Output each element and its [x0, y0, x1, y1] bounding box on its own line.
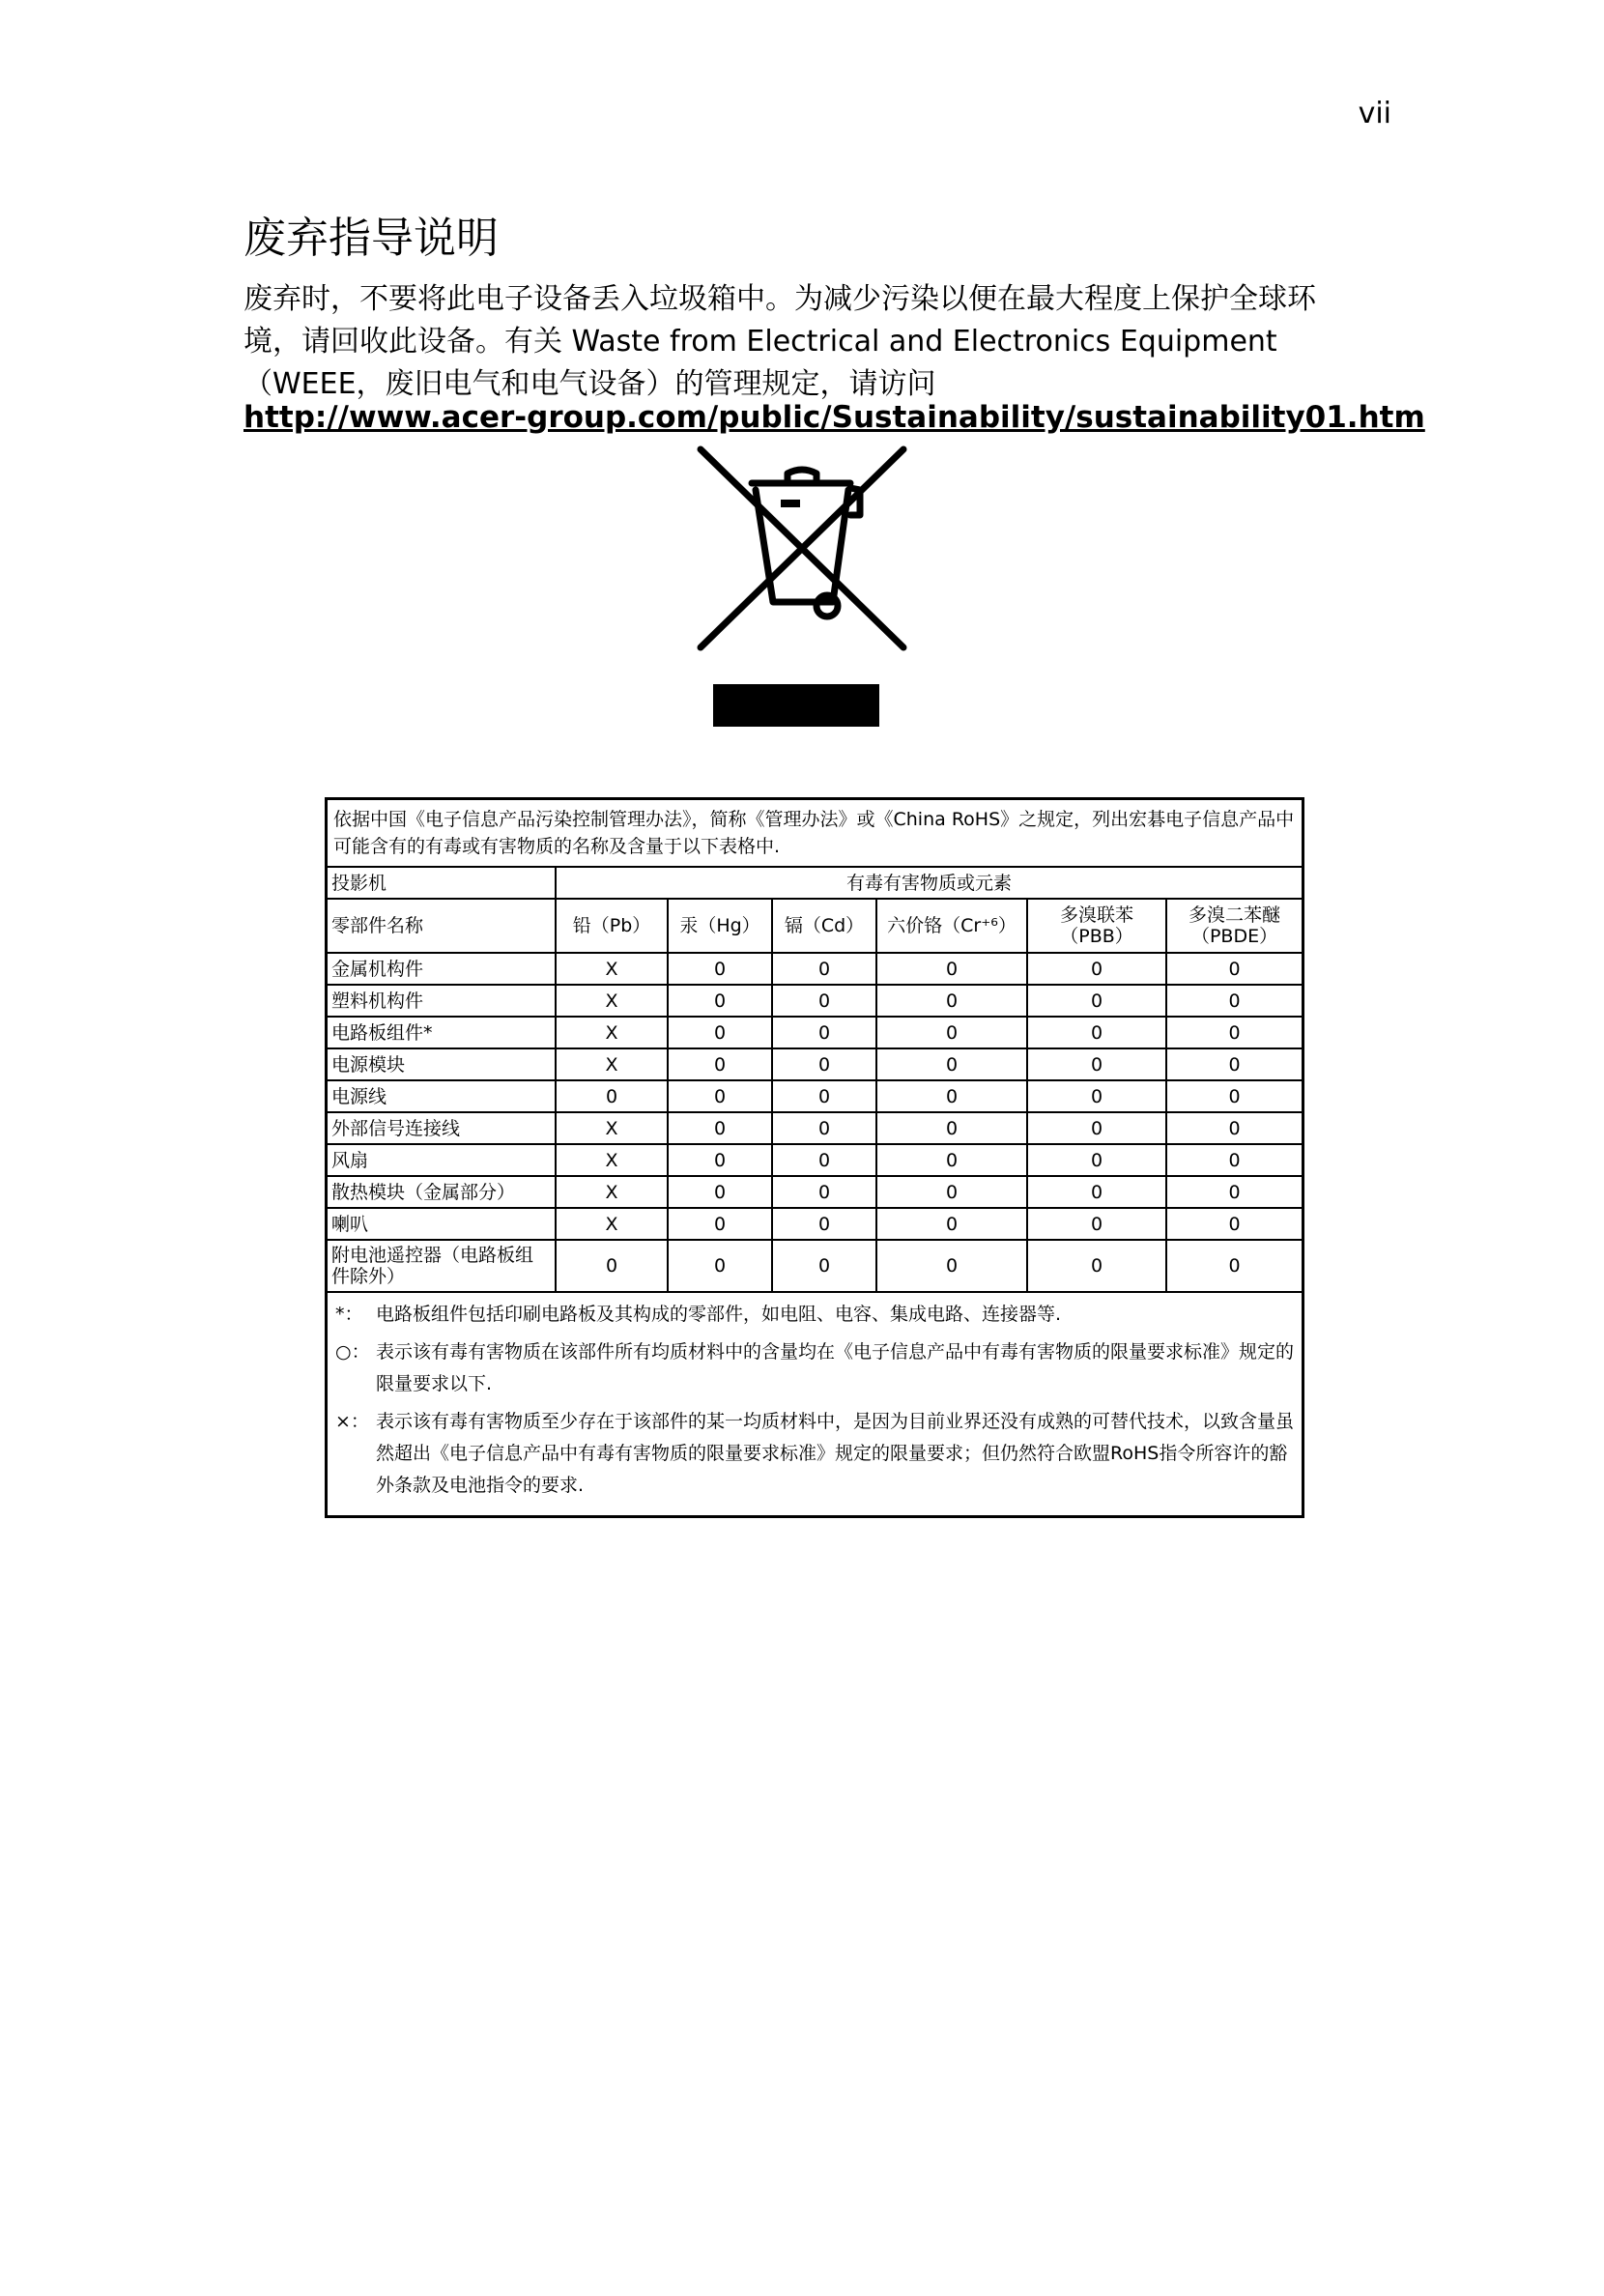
note	[335, 1299, 1294, 1331]
table-row	[328, 1112, 1302, 1144]
note	[335, 1336, 1294, 1400]
page-title: 废弃指导说明	[243, 214, 499, 263]
part-name-cell: 喇叭	[328, 1208, 556, 1240]
note-mark: *：	[335, 1304, 363, 1325]
table-row	[328, 1017, 1302, 1048]
value-cell: 0	[668, 1144, 772, 1176]
note-mark: ○：	[335, 1341, 370, 1363]
value-cell: X	[556, 1208, 668, 1240]
part-name-cell: 散热模块（金属部分）	[328, 1176, 556, 1208]
value-cell: 0	[1166, 1017, 1302, 1048]
note	[335, 1406, 1294, 1502]
part-name-cell: 金属机构件	[328, 953, 556, 985]
intro-line: 境，请回收此设备。有关 Waste from Electrical and Electronics Equipment	[243, 325, 1277, 359]
note-text: 表示该有毒有害物质在该部件所有均质材料中的含量均在《电子信息产品中有毒有害物质的限量要求标准》规定的限量要求以下.	[376, 1341, 1295, 1394]
substance-header: 多溴联苯（PBB）	[1027, 899, 1166, 953]
product-cell: 投影机	[328, 867, 556, 899]
table-row	[328, 1144, 1302, 1176]
value-cell: 0	[668, 1017, 772, 1048]
value-cell: X	[556, 1112, 668, 1144]
substance-header: 六价铬（Cr⁺⁶）	[876, 899, 1027, 953]
value-cell: X	[556, 1176, 668, 1208]
value-cell: 0	[1027, 1048, 1166, 1080]
value-cell: 0	[1166, 1176, 1302, 1208]
table-row	[328, 1048, 1302, 1080]
part-name-cell: 电路板组件*	[328, 1017, 556, 1048]
table-row	[328, 1176, 1302, 1208]
part-name-cell: 电源线	[328, 1080, 556, 1112]
part-name-cell: 风扇	[328, 1144, 556, 1176]
value-cell: 0	[668, 985, 772, 1017]
value-cell: 0	[772, 1017, 876, 1048]
value-cell: 0	[1027, 1144, 1166, 1176]
part-name-cell: 电源模块	[328, 1048, 556, 1080]
value-cell: 0	[1027, 1240, 1166, 1292]
value-cell: X	[556, 953, 668, 985]
value-cell: 0	[1166, 1080, 1302, 1112]
value-cell: 0	[1166, 1208, 1302, 1240]
substance-header: 镉（Cd）	[772, 899, 876, 953]
substance-header: 铅（Pb）	[556, 899, 668, 953]
value-cell: 0	[1027, 1080, 1166, 1112]
value-cell: 0	[876, 985, 1027, 1017]
value-cell: 0	[876, 1240, 1027, 1292]
table-row	[328, 953, 1302, 985]
value-cell: 0	[876, 1144, 1027, 1176]
intro-paragraph	[243, 278, 1393, 406]
table-intro-row	[328, 800, 1302, 867]
value-cell: 0	[772, 1080, 876, 1112]
part-name-cell: 外部信号连接线	[328, 1112, 556, 1144]
part-name-cell: 附电池遥控器（电路板组件除外）	[328, 1240, 556, 1292]
value-cell: 0	[876, 1176, 1027, 1208]
weee-link[interactable]: http://www.acer-group.com/public/Sustainability/sustainability01.htm	[243, 400, 1425, 435]
value-cell: 0	[772, 985, 876, 1017]
value-cell: 0	[876, 1112, 1027, 1144]
substance-header: 多溴二苯醚（PBDE）	[1166, 899, 1302, 953]
crossed-out-wheelie-bin-icon	[696, 440, 908, 652]
value-cell: 0	[556, 1240, 668, 1292]
value-cell: 0	[668, 1176, 772, 1208]
value-cell: 0	[668, 1080, 772, 1112]
value-cell: 0	[1027, 985, 1166, 1017]
value-cell: X	[556, 1144, 668, 1176]
value-cell: 0	[1027, 1176, 1166, 1208]
value-cell: 0	[876, 1080, 1027, 1112]
group-header: 有毒有害物质或元素	[556, 867, 1302, 899]
value-cell: 0	[772, 1240, 876, 1292]
value-cell: 0	[1166, 953, 1302, 985]
value-cell: 0	[1166, 1048, 1302, 1080]
substance-header: 汞（Hg）	[668, 899, 772, 953]
value-cell: X	[556, 1017, 668, 1048]
table-row	[328, 985, 1302, 1017]
value-cell: 0	[668, 1208, 772, 1240]
black-bar	[713, 684, 879, 727]
value-cell: 0	[668, 1112, 772, 1144]
value-cell: 0	[556, 1080, 668, 1112]
value-cell: 0	[668, 1048, 772, 1080]
value-cell: 0	[772, 1144, 876, 1176]
value-cell: 0	[1027, 1017, 1166, 1048]
part-name-cell: 塑料机构件	[328, 985, 556, 1017]
value-cell: 0	[772, 1208, 876, 1240]
value-cell: 0	[876, 953, 1027, 985]
value-cell: 0	[772, 1048, 876, 1080]
value-cell: 0	[772, 1112, 876, 1144]
value-cell: 0	[668, 953, 772, 985]
value-cell: 0	[668, 1240, 772, 1292]
value-cell: 0	[1027, 953, 1166, 985]
value-cell: 0	[772, 1176, 876, 1208]
value-cell: 0	[876, 1208, 1027, 1240]
intro-line: （WEEE，废旧电气和电气设备）的管理规定，请访问	[243, 367, 936, 401]
rohs-table	[325, 797, 1304, 1518]
value-cell: 0	[1166, 1240, 1302, 1292]
table-row	[328, 1080, 1302, 1112]
value-cell: 0	[1166, 1112, 1302, 1144]
value-cell: 0	[876, 1017, 1027, 1048]
part-header: 零部件名称	[328, 899, 556, 953]
note-text: 电路板组件包括印刷电路板及其构成的零部件，如电阻、电容、集成电路、连接器等.	[376, 1304, 1062, 1325]
value-cell: X	[556, 1048, 668, 1080]
value-cell: 0	[1027, 1208, 1166, 1240]
table-intro: 依据中国《电子信息产品污染控制管理办法》，简称《管理办法》或《China RoHS》之规定，列出宏碁电子信息产品中可能含有的有毒或有害物质的名称及含量于以下表格中.	[328, 800, 1302, 867]
value-cell: 0	[1166, 1144, 1302, 1176]
substance-header-row	[328, 899, 1302, 953]
value-cell: 0	[772, 953, 876, 985]
note-mark: ×：	[335, 1411, 369, 1432]
table-notes	[328, 1293, 1302, 1515]
value-cell: 0	[1027, 1112, 1166, 1144]
table-row	[328, 1208, 1302, 1240]
value-cell: 0	[876, 1048, 1027, 1080]
table-row	[328, 1240, 1302, 1292]
value-cell: 0	[1166, 985, 1302, 1017]
intro-line: 废弃时，不要将此电子设备丢入垃圾箱中。为减少污染以便在最大程度上保护全球环	[243, 282, 1316, 316]
header-row	[328, 867, 1302, 899]
value-cell: X	[556, 985, 668, 1017]
note-text: 表示该有毒有害物质至少存在于该部件的某一均质材料中，是因为目前业界还没有成熟的可替代技术，以致含量虽然超出《电子信息产品中有毒有害物质的限量要求标准》规定的限量要求；但仍然符合欧盟RoHS指令所容许的豁外条款及电池指令的要求.	[376, 1411, 1295, 1496]
page-number: vii	[1358, 97, 1391, 130]
